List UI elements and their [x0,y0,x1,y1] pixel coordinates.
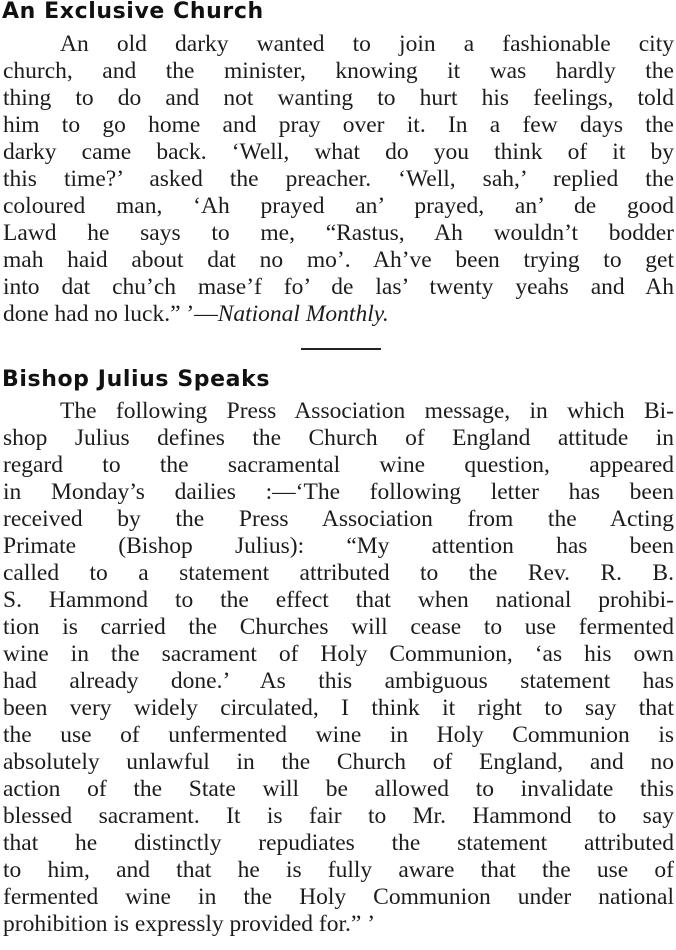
article-1-last-line [3,301,674,328]
article-2-line: called to a statement attributed to the Rev. R. B. [3,560,674,586]
article-1-line: darky came back. ‘Well, what do you think of it by [3,139,674,165]
article-1-line: coloured man, ‘Ah prayed an’ prayed, an’ de good [3,193,674,219]
article-2-line: received by the Press Association from the Acting [3,506,674,532]
article-2-line: to him, and that he is fully aware that the use of [3,857,674,883]
article-1-line: An old darky wanted to join a fashionable city [60,31,674,57]
article-2-line: fermented wine in the Holy Communion under national [3,884,674,910]
article-2-line: shop Julius defines the Church of England attitude in [3,425,674,451]
article-2-last-line: prohibition is expressly provided for.” ’ [3,911,376,937]
article-1-line: him to go home and pray over it. In a few days the [3,112,674,138]
article-1-last-line-text: done had no luck.” ’— [3,301,218,327]
article-2-line: The following Press Association message, in which Bi- [60,398,674,424]
article-title-exclusive-church: An Exclusive Church [2,0,264,24]
article-2-line: wine in the sacrament of Holy Communion, ‘as his own [3,641,674,667]
article-1-line: this time?’ asked the preacher. ‘Well, sah,’ replied the [3,166,674,192]
article-2-line: Primate (Bishop Julius): “My attention has been [3,533,674,559]
article-2-line: absolutely unlawful in the Church of England, and no [3,749,674,775]
article-1-line: thing to do and not wanting to hurt his feelings, told [3,85,674,111]
article-2-line: been very widely circulated, I think it right to say that [3,695,674,721]
article-1-line: Lawd he says to me, “Rastus, Ah wouldn’t bodder [3,220,674,246]
article-2-line: blessed sacrament. It is fair to Mr. Hammond to say [3,803,674,829]
article-2-line: the use of unfermented wine in Holy Communion is [3,722,674,748]
article-2-line: had already done.’ As this ambiguous statement has [3,668,674,694]
article-title-bishop-julius: Bishop Julius Speaks [2,367,271,392]
article-2-line: S. Hammond to the effect that when national prohibi- [3,587,674,613]
article-1-source: National Monthly. [217,301,389,327]
article-2-line: tion is carried the Churches will cease to use fermented [3,614,674,640]
article-1-line: mah haid about dat no mo’. Ah’ve been trying to get [3,247,674,273]
article-2-line: action of the State will be allowed to invalidate this [3,776,674,802]
article-separator [301,348,381,350]
article-2-line: in Monday’s dailies :—‘The following letter has been [3,479,674,505]
article-1-line: church, and the minister, knowing it was hardly the [3,58,674,84]
article-1-line: into dat chu’ch mase’f fo’ de las’ twenty yeahs and Ah [3,274,674,300]
article-2-line: that he distinctly repudiates the statement attributed [3,830,674,856]
article-2-line: regard to the sacramental wine question, appeared [3,452,674,478]
